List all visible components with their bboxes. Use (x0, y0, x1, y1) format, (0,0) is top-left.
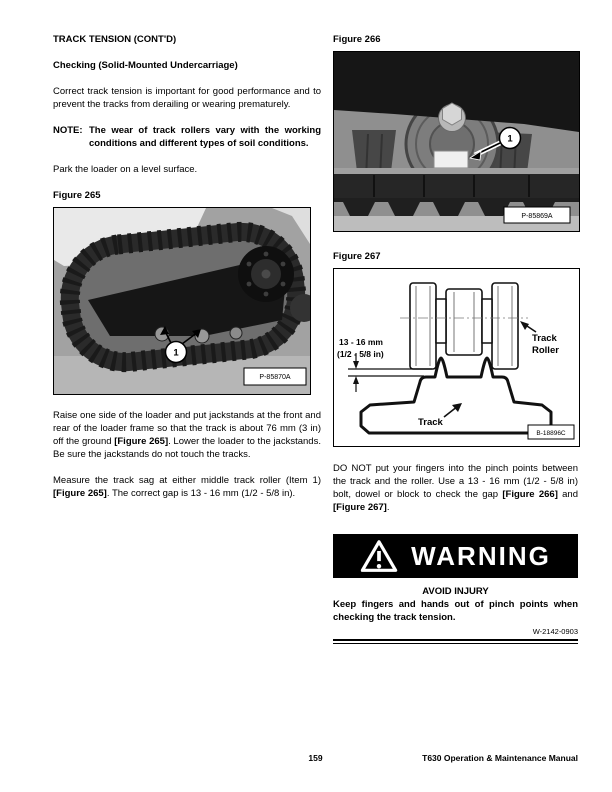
gauge-block (434, 151, 468, 168)
figure-265-caption: Figure 265 (53, 190, 101, 201)
gap-dimension-line2: (1/2 - 5/8 in) (337, 349, 384, 359)
roller-label-line1: Track (532, 333, 557, 344)
right-column (333, 33, 578, 644)
figure-266-caption: Figure 266 (333, 34, 381, 45)
section-subtitle: Checking (Solid-Mounted Undercarriage) (53, 60, 238, 71)
warning-word: WARNING (411, 541, 551, 571)
page-number: 159 (308, 753, 323, 763)
track-loader-side-photo (54, 208, 310, 394)
callout-number: 1 (507, 133, 513, 145)
warning-code: W-2142-0903 (532, 627, 578, 636)
paragraph-raise: Raise one side of the loader and put jackstands at the front and rear of the loader frame so that the track is about 76 mm (3 in) off the ground [Figure 265]. Lower the loader to the jackstands. Be sure the jackstands do not touch the tracks. (53, 410, 321, 460)
photo-id-label: P-85870A (259, 374, 291, 381)
gap-dimension-line1: 13 - 16 mm (339, 337, 383, 347)
paragraph-pinch: DO NOT put your fingers into the pinch points between the track and the roller. Use a 13 - 16 mm (1/2 - 5/8 in) bolt, dowel or block to check the gap [Figure 266] and [Figure 267]. (333, 463, 578, 513)
warning-banner (333, 534, 578, 578)
straight-edge-bar (334, 168, 579, 174)
roller-label-line2: Roller (532, 345, 559, 356)
warning-subtitle: AVOID INJURY (422, 586, 489, 597)
photo-id-label: P-85869A (521, 213, 553, 220)
track-roller-cross-section-diagram (334, 269, 579, 446)
figure-267-caption: Figure 267 (333, 251, 381, 262)
diagram-id-label: B-18896C (536, 430, 566, 437)
track-body (334, 174, 579, 198)
bolt-head (443, 103, 462, 125)
paragraph-park: Park the loader on a level surface. (53, 164, 198, 175)
left-column (53, 33, 321, 500)
paragraph-intro: Correct track tension is important for good performance and to prevent the tracks from derailing or wearing prematurely. (53, 86, 321, 110)
paragraph-measure: Measure the track sag at either middle track roller (Item 1) [Figure 265]. The correct gap is 13 - 16 mm (1/2 - 5/8 in). (53, 475, 321, 499)
figure-266-photo (333, 51, 580, 232)
figure-267-diagram (333, 268, 580, 447)
track-roller-gap-photo (334, 52, 579, 231)
note-label: NOTE: (53, 125, 83, 136)
figure-265-photo (53, 207, 311, 395)
section-title: TRACK TENSION (CONT'D) (53, 34, 177, 45)
callout-number: 1 (173, 347, 179, 359)
note-text: The wear of track rollers vary with the working conditions and different types of soil conditions. (89, 125, 321, 149)
warning-text: Keep fingers and hands out of pinch points when checking the track tension. (333, 599, 578, 623)
section-end-rule (333, 639, 578, 644)
manual-title: T630 Operation & Maintenance Manual (422, 753, 578, 763)
note-block (53, 124, 321, 150)
track-label: Track (418, 417, 443, 428)
warning-triangle-icon (360, 539, 398, 574)
